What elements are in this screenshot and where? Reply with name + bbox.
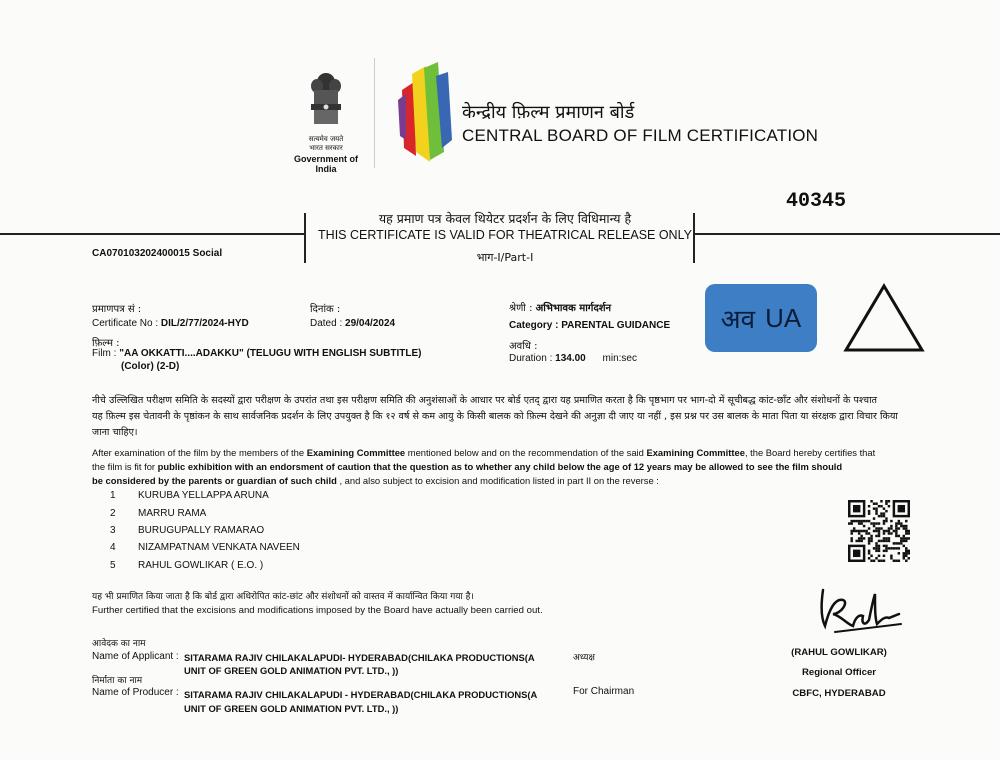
member-number: 1 [110,490,116,501]
rating-english: UA [765,302,802,333]
film-format: (Color) (2-D) [121,361,180,372]
signatory-name: (RAHUL GOWLIKAR) [791,647,887,658]
date-label: Dated : [310,318,343,329]
para-en-text: mentioned below and on the recommendation of the said [405,447,647,458]
header-divider [374,58,375,168]
banner-line-left [0,233,305,235]
caution-text: be considered by the parents or guardian of such child [92,475,337,486]
member-name: KURUBA YELLAPPA ARUNA [138,490,269,501]
caution-triangle-icon [842,282,926,354]
national-emblem-icon [306,70,346,128]
film-row [92,348,421,359]
rating-hindi: अव [720,305,756,335]
certificate-serial-number: 40345 [786,190,847,213]
member-number: 2 [110,508,116,519]
certificate-label: Certificate No : [92,318,159,329]
producer-label: Name of Producer : [92,687,179,698]
validity-text-hindi: यह प्रमाण पत्र केवल थियेटर प्रदर्शन के लिए विधिमान्य है [378,211,632,226]
chairman-label-hindi: अध्यक्ष [573,653,595,663]
duration-row [509,353,637,364]
emblem-hindi-text: भारत सरकार [309,144,343,152]
para-en-text: the film is fit for [92,461,158,472]
applicant-name-line-1: SITARAMA RAJIV CHILAKALAPUDI- HYDERABAD(CHILAKA PRODUCTIONS(A [184,652,535,663]
examining-committee-text: Examining Committee [646,447,745,458]
member-name: NIZAMPATNAM VENKATA NAVEEN [138,542,300,553]
duration-unit: min:sec [602,353,637,364]
paragraph-hindi-line-3: जाना चाहिए। [92,427,138,438]
category-value-hindi: अभिभावक मार्गदर्शन [535,303,612,314]
applicant-name-line-2: UNIT OF GREEN GOLD ANIMATION PVT. LTD., )) [184,665,399,676]
film-label: Film : [92,348,117,359]
further-certified-hindi: यह भी प्रमाणित किया जाता है कि बोर्ड द्वारा अधिरोपित कांट-छांट और संशोधनों को वास्तव में कार्यान्वित किया गया है। [92,592,474,602]
validity-text-english: THIS CERTIFICATE IS VALID FOR THEATRICAL RELEASE ONLY [318,228,692,242]
cbfc-logo-icon [398,60,456,164]
duration-label-hindi: अवधि : [509,341,538,352]
duration-value: 134.00 [555,353,586,364]
applicant-label: Name of Applicant : [92,651,179,662]
date-value: 29/04/2024 [345,318,396,329]
signature-icon [815,580,905,638]
date-label-hindi: दिनांक : [310,304,341,315]
certificate-label-hindi: प्रमाणपत्र सं : [92,304,142,315]
para-en-text: , the Board hereby certifies that [744,447,876,458]
banner-line-left-vertical [304,213,306,263]
member-number: 5 [110,560,116,571]
paragraph-english-line-2 [92,460,912,474]
paragraph-hindi-line-2: यह फ़िल्म इस चेतावनी के पृष्ठांकन के साथ सार्वजनिक प्रदर्शन के लिए उपयुक्त है कि १२ वर्ष से कम आयु के किसी बालक को फ़िल्म देखने की अनुज्ञा दी जाए या नहीं , इस प्रश्न पर उस बालक के माता पिता या संरक्षक द्वारा विचार किया [92,411,898,422]
board-title-hindi: केन्द्रीय फ़िल्म प्रमाणन बोर्ड [462,102,635,123]
applicant-label-hindi: आवेदक का नाम [92,639,146,649]
category-row [509,320,670,331]
member-name: MARRU RAMA [138,508,207,519]
member-number: 3 [110,525,116,536]
qr-code-icon [848,500,910,562]
certificate-number: DIL/2/77/2024-HYD [160,318,249,329]
member-name: RAHUL GOWLIKAR ( E.O. ) [138,560,264,571]
government-emblem [290,70,362,174]
certificate-number-row [92,318,249,329]
signatory-title: Regional Officer [801,667,877,678]
producer-label-hindi: निर्माता का नाम [92,676,143,686]
board-title-english: CENTRAL BOARD OF FILM CERTIFICATION [462,126,819,145]
member-number: 4 [110,542,116,553]
emblem-motto: सत्यमेव जयते [308,135,344,143]
signatory-office: CBFC, HYDERABAD [792,688,886,699]
rating-badge [705,284,817,352]
paragraph-english-line-3 [92,474,912,488]
part-label: भाग-I/Part-I [476,251,534,264]
member-name: BURUGUPALLY RAMARAO [138,525,265,536]
category-label-hindi: श्रेणी : [509,303,533,314]
para-en-text: , and also subject to excision and modification listed in part II on the reverse : [336,475,659,486]
certification-paragraph-english [92,446,912,488]
paragraph-english-line-1 [92,446,912,460]
para-en-text: After examination of the film by the members of the [92,447,307,458]
caution-text: public exhibition with an endorsment of caution that the question as to whether any child below the age of 12 years may be allowed to see the film should [157,461,843,472]
category-label: Category : [509,320,559,331]
category-value: PARENTAL GUIDANCE [561,320,671,331]
category-row-hindi [509,300,611,314]
film-title: "AA OKKATTI....ADAKKU" (TELUGU WITH ENGLISH SUBTITLE) [119,348,422,359]
examining-committee-text: Examining Committee [306,447,406,458]
banner-line-right [694,233,1000,235]
duration-label: Duration : [509,353,553,364]
certification-paragraph-hindi [92,393,912,441]
chairman-label: For Chairman [573,686,635,697]
paragraph-hindi-line-1: नीचे उल्लिखित परीक्षण समिति के सदस्यों द्वारा परीक्षण के उपरांत तथा इस परीक्षण समिति की अनुशंसाओं के आधार पर बोर्ड एतद् द्वारा यह प्रमाणित करता है कि पृष्ठभाग पर भाग-दो में सूचीबद्ध कांट-छाँट और संशोधनों के पश्चात [92,395,878,406]
ca-number: CA070103202400015 Social [92,248,223,259]
film-label-hindi: फ़िल्म : [92,338,120,349]
emblem-english-text: Government of India [293,154,358,174]
producer-name-line-1: SITARAMA RAJIV CHILAKALAPUDI - HYDERABAD(CHILAKA PRODUCTIONS(A [184,689,538,700]
date-row [310,318,395,329]
producer-name-line-2: UNIT OF GREEN GOLD ANIMATION PVT. LTD., )) [184,703,399,714]
further-certified-english: Further certified that the excisions and modifications imposed by the Board have actually been carried out. [92,605,543,616]
